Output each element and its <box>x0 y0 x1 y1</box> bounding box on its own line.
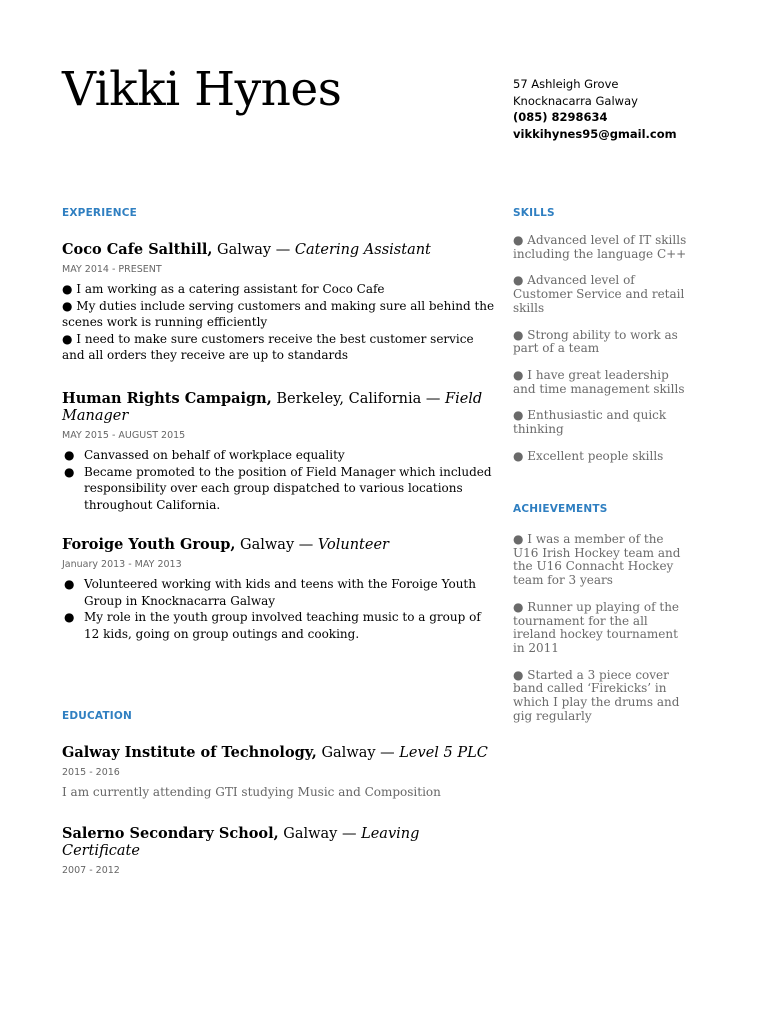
skill-item: ● Advanced level of Customer Service and retail skills <box>513 273 685 315</box>
job-title <box>62 536 496 554</box>
email-address: vikkihynes95@gmail.com <box>513 126 677 141</box>
achievement-item: ● Runner up playing of the tournament for the all ireland hockey tournament in 2011 <box>513 599 680 655</box>
job-organization: Coco Cafe Salthill, <box>62 241 213 258</box>
school-location: Galway — <box>278 826 362 842</box>
bullet-dot-icon: ● <box>64 448 75 462</box>
bullet-dot-icon: ● <box>64 577 75 591</box>
achievement-item: ● Started a 3 piece cover band called ‘Firekicks’ in which I play the drums and gig regularly <box>513 667 680 723</box>
experience-item <box>62 536 496 642</box>
job-bullets <box>62 576 496 642</box>
skill-item: ● Advanced level of IT skills including the language C++ <box>513 233 687 261</box>
list-item <box>62 576 496 609</box>
skill-item: ● Enthusiastic and quick thinking <box>513 408 667 437</box>
school-qualification: Level 5 PLC <box>399 745 488 761</box>
contact-block <box>513 76 677 142</box>
education-heading: EDUCATION <box>62 710 133 722</box>
job-location: Galway — <box>235 537 318 553</box>
bullet-dot-icon: ● <box>64 464 75 479</box>
school-qualification: Leaving Certificate <box>62 826 420 859</box>
school-date: 2007 - 2012 <box>62 865 120 876</box>
skills-list <box>513 234 691 463</box>
school-title <box>62 744 496 762</box>
education-item <box>62 825 496 882</box>
job-description-line: ● My duties include serving customers and making sure all behind the scenes work is running efficiently <box>62 298 495 329</box>
job-organization: Foroige Youth Group, <box>62 536 236 553</box>
address-line-1: 57 Ashleigh Grove <box>513 77 619 91</box>
job-description-line: ● I need to make sure customers receive the best customer service and all orders they receive are up to standards <box>62 331 474 362</box>
experience-item <box>62 241 496 364</box>
phone-number: (085) 8298634 <box>513 110 608 124</box>
experience-item <box>62 390 496 513</box>
job-date: January 2013 - MAY 2013 <box>62 559 182 570</box>
list-item <box>62 609 496 642</box>
job-date: MAY 2015 - AUGUST 2015 <box>62 430 186 441</box>
experience-heading: EXPERIENCE <box>62 207 137 219</box>
skills-heading: SKILLS <box>513 207 555 219</box>
job-role: Catering Assistant <box>294 242 431 258</box>
job-organization: Human Rights Campaign, <box>62 390 272 407</box>
job-role: Volunteer <box>317 537 389 553</box>
education-item <box>62 744 496 800</box>
school-location: Galway — <box>316 745 400 761</box>
job-description <box>62 281 496 364</box>
school-name: Salerno Secondary School, <box>62 825 279 842</box>
skill-item: ● I have great leadership and time management skills <box>513 367 685 396</box>
school-title <box>62 825 496 860</box>
job-role: Field Manager <box>62 391 483 424</box>
school-name: Galway Institute of Technology, <box>62 744 317 761</box>
list-item <box>62 447 496 464</box>
achievement-item: ● I was a member of the U16 Irish Hockey team and the U16 Connacht Hockey team for 3 years <box>513 532 681 588</box>
job-description-line: ● I am working as a catering assistant for Coco Cafe <box>62 282 385 296</box>
resume-name: Vikki Hynes <box>62 62 342 117</box>
list-item <box>62 464 496 514</box>
skill-item: ● Strong ability to work as part of a team <box>513 327 678 356</box>
school-note: I am currently attending GTI studying Music and Composition <box>62 785 441 799</box>
bullet-dot-icon: ● <box>64 610 75 624</box>
school-date: 2015 - 2016 <box>62 767 120 778</box>
skill-item: ● Excellent people skills <box>513 448 664 463</box>
job-location: Galway — <box>212 242 295 258</box>
achievements-list <box>513 533 691 723</box>
list-item-text: Became promoted to the position of Field Manager which included responsibility over each group dispatched to various locations throughout California. <box>84 464 492 512</box>
job-date: MAY 2014 - PRESENT <box>62 264 162 275</box>
job-bullets <box>62 447 496 513</box>
job-title <box>62 241 496 259</box>
achievements-heading: ACHIEVEMENTS <box>513 503 608 515</box>
list-item-text: Canvassed on behalf of workplace equality <box>84 448 345 462</box>
job-location: Berkeley, California — <box>271 391 446 407</box>
address-line-2: Knocknacarra Galway <box>513 93 638 108</box>
list-item-text: My role in the youth group involved teaching music to a group of 12 kids, going on group outings and cooking. <box>84 610 481 641</box>
list-item-text: Volunteered working with kids and teens with the Foroige Youth Group in Knocknacarra Galway <box>84 577 476 608</box>
job-title <box>62 390 496 425</box>
